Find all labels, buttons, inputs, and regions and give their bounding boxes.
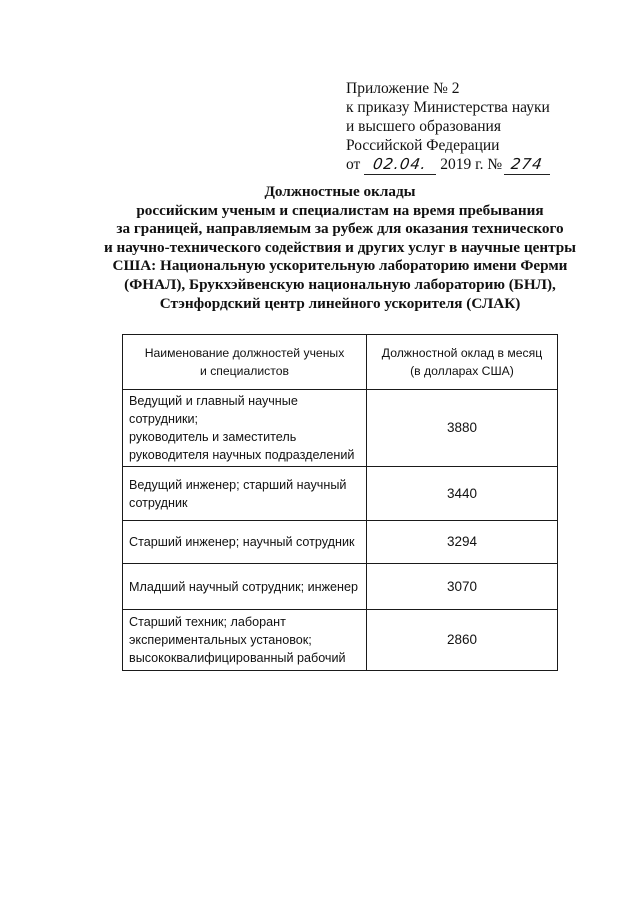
salary-value: 3440 (446, 485, 478, 501)
title-line: Стэнфордский центр линейного ускорителя (СЛАК) (159, 294, 521, 312)
salary-value: 3880 (446, 420, 478, 435)
salary-cell (367, 467, 557, 520)
date-blank (364, 155, 436, 175)
position-text: Старший техник; лаборант экспериментальных установок; высококвалифицированный рабочий (129, 615, 346, 665)
salary-cell (367, 564, 557, 609)
salary-value: 2860 (446, 632, 478, 647)
position-cell (123, 521, 367, 563)
table-header-row (123, 335, 557, 389)
table-row (123, 520, 557, 563)
appendix-date-line (346, 155, 606, 175)
appendix-order-line: к приказу Министерства науки (346, 99, 550, 116)
title-line: США: Национальную ускорительную лабораторию имени Ферми (112, 257, 568, 275)
title-line: (ФНАЛ), Брукхэйвенскую национальную лабораторию (БНЛ), (124, 275, 556, 293)
salary-cell (367, 390, 557, 466)
salary-value: 3070 (446, 578, 478, 594)
title-line: Должностные оклады (264, 183, 416, 200)
position-cell (123, 564, 367, 609)
salary-cell (367, 521, 557, 563)
table-row (123, 466, 557, 520)
position-cell (123, 390, 367, 466)
appendix-country-line: Российской Федерации (346, 137, 500, 154)
position-text: Старший инженер; научный сотрудник (129, 535, 355, 549)
appendix-number: Приложение № 2 (346, 80, 460, 97)
position-cell (123, 610, 367, 670)
salary-value: 3294 (446, 534, 478, 549)
title-line: и научно-технического содействия и других услуг в научные центры (103, 238, 577, 256)
appendix-header (346, 79, 606, 175)
table-row (123, 389, 557, 466)
salary-table (122, 334, 558, 671)
number-blank (504, 155, 550, 175)
position-cell (123, 467, 367, 520)
title-line: российским ученым и специалистам на время пребывания (136, 201, 544, 219)
year-text: 2019 г. № (440, 156, 503, 173)
table-row (123, 609, 557, 670)
date-prefix: от (346, 156, 361, 173)
salary-cell (367, 610, 557, 670)
position-text: Ведущий и главный научные сотрудники; руководитель и заместитель руководителя научных подразделений (129, 394, 355, 462)
document-title (60, 183, 620, 313)
title-line: за границей, направляемым за рубеж для оказания технического (116, 220, 564, 238)
header-position-label: Наименование должностей ученых и специалистов (144, 346, 345, 378)
table-row (123, 563, 557, 609)
header-salary-label: Должностной оклад в месяц (в долларах США) (381, 346, 543, 378)
appendix-ministry-line: и высшего образования (346, 118, 501, 135)
handwritten-date: 02.04. (372, 155, 429, 173)
handwritten-number: 274 (510, 155, 545, 173)
position-text: Младший научный сотрудник; инженер (129, 579, 358, 594)
header-salary-cell (367, 335, 557, 389)
position-text: Ведущий инженер; старший научный сотрудник (129, 477, 347, 510)
header-position-cell (123, 335, 367, 389)
